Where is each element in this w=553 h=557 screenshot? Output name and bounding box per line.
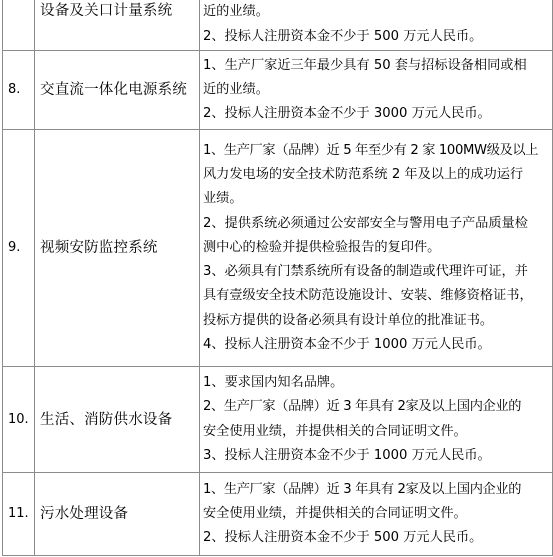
- table-row: [3, 51, 553, 130]
- requirement-cell: [200, 0, 553, 51]
- row-number: [3, 0, 35, 51]
- requirement-line: 风力发电场的安全技术防范系统 2 年及以上的成功运行: [203, 167, 524, 183]
- requirement-line: 2、投标人注册资本金不少于 500 万元人民币。: [203, 28, 483, 44]
- requirement-line: 2、提供系统必须通过公安部安全与警用电子产品质量检: [203, 215, 528, 231]
- requirement-cell: [200, 51, 553, 130]
- requirement-line: 投标方提供的设备必须具有设计单位的批准证书。: [203, 312, 494, 328]
- requirement-line: 1、生产厂家（品牌）近 5 年至少有 2 家 100MW级及以上: [203, 143, 539, 159]
- table-row: [3, 367, 553, 473]
- row-number: 11.: [3, 473, 35, 556]
- requirement-line: 1、要求国内知名品牌。: [203, 375, 344, 391]
- item-name: 视频安防监控系统: [35, 130, 200, 367]
- item-name: 交直流一体化电源系统: [35, 51, 200, 130]
- requirement-line: 4、投标人注册资本金不少于 1000 万元人民币。: [203, 336, 491, 352]
- requirement-line: 1、生产厂家近三年最少具有 50 套与招标设备相同或相: [203, 57, 527, 73]
- requirement-line: 测中心的检验并提供检验报告的复印件。: [203, 239, 441, 255]
- item-name: 污水处理设备: [35, 473, 200, 556]
- requirement-line: 安全使用业绩，并提供相关的合同证明文件。: [203, 505, 467, 521]
- requirement-cell: [200, 473, 553, 556]
- requirement-line: 具有壹级安全技术防范设施设计、安装、维修资格证书，: [203, 288, 533, 304]
- requirement-line: 2、生产厂家（品牌）近 3 年具有 2家及以上国内企业的: [203, 399, 522, 415]
- requirements-table: [2, 0, 553, 556]
- requirement-cell: [200, 130, 553, 367]
- table-row: [3, 130, 553, 367]
- requirement-line: 近的业绩。: [203, 4, 269, 20]
- row-number: 9.: [3, 130, 35, 367]
- item-name: 生活、消防供水设备: [35, 367, 200, 473]
- table-row: [3, 473, 553, 556]
- row-number: 8.: [3, 51, 35, 130]
- requirement-line: 3、必须具有门禁系统所有设备的制造或代理许可证，并: [203, 264, 528, 280]
- requirement-line: 2、投标人注册资本金不少于 3000 万元人民币。: [203, 106, 491, 122]
- requirement-line: 近的业绩。: [203, 81, 269, 97]
- requirement-line: 1、生产厂家（品牌）近 3 年具有 2家及以上国内企业的: [203, 481, 522, 497]
- requirement-line: 2、投标人注册资本金不少于 500 万元人民币。: [203, 530, 483, 546]
- requirement-line: 业绩。: [203, 191, 243, 207]
- row-number: 10.: [3, 367, 35, 473]
- table-row: [3, 0, 553, 51]
- item-name: 设备及关口计量系统: [35, 0, 200, 51]
- requirement-line: 3、投标人注册资本金不少于 1000 万元人民币。: [203, 447, 491, 463]
- requirement-cell: [200, 367, 553, 473]
- requirement-line: 安全使用业绩，并提供相关的合同证明文件。: [203, 423, 467, 439]
